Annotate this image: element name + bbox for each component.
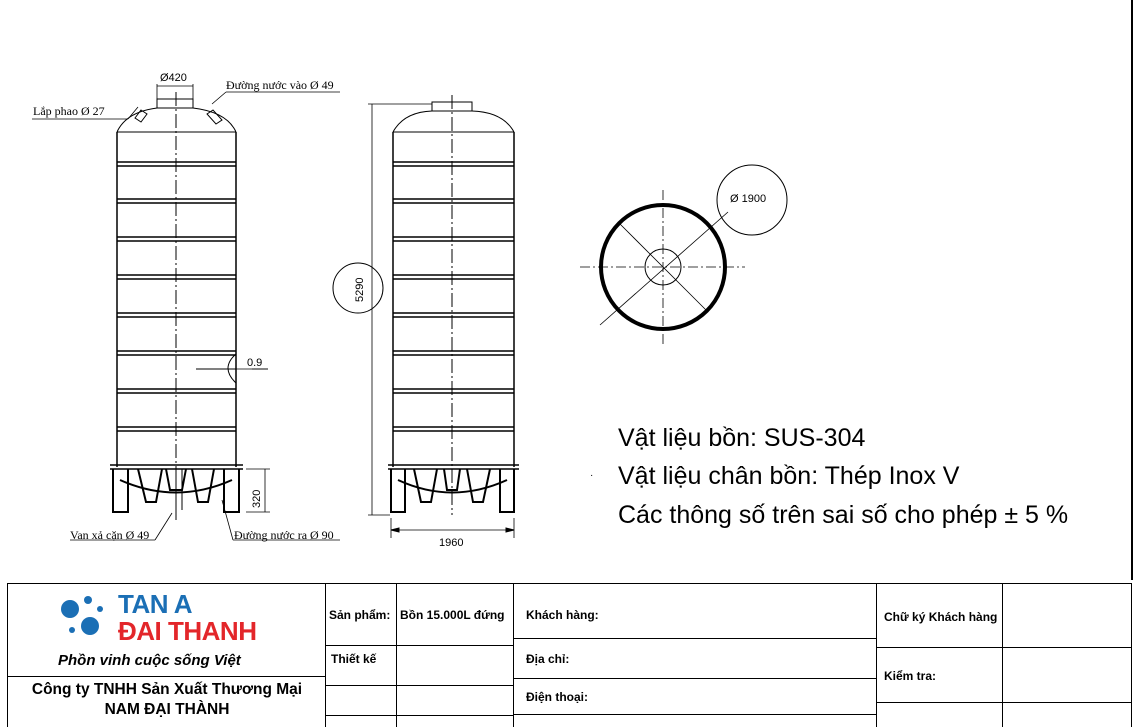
label-water-out: Đường nước ra Ø 90 <box>234 528 334 542</box>
empty-cell-4 <box>397 716 514 727</box>
check-cell <box>877 648 1003 703</box>
empty-cell-1 <box>326 686 397 716</box>
check-value-cell <box>1003 648 1132 703</box>
logo-cell <box>8 584 326 677</box>
middle-tank-elevation <box>388 95 519 515</box>
label-water-in: Đường nước vào Ø 49 <box>226 78 334 92</box>
signature-label: Chữ ký Khách hàng <box>884 610 998 624</box>
designer-label-cell <box>326 646 397 686</box>
empty-cell-2 <box>397 686 514 716</box>
company-name-line-1: Công ty TNHH Sản Xuất Thương Mại <box>31 681 303 698</box>
dim-top-diameter: Ø420 <box>160 72 187 84</box>
dim-base-width: 1960 <box>439 537 464 549</box>
product-value: Bồn 15.000L đứng <box>400 608 505 622</box>
designer-value-cell <box>397 646 514 686</box>
spec-tank-material: Vật liệu bồn: SUS-304 <box>618 424 866 452</box>
product-label-cell <box>326 584 397 646</box>
left-tank-elevation <box>110 92 243 520</box>
empty-cell-7 <box>1003 703 1132 727</box>
phone-cell <box>514 679 877 715</box>
label-float-valve: Lắp phao Ø 27 <box>33 104 105 118</box>
designer-label: Thiết kế <box>331 652 377 666</box>
product-value-cell <box>397 584 514 646</box>
customer-cell <box>514 584 877 639</box>
signature-cell <box>877 584 1003 648</box>
company-cell <box>8 677 326 727</box>
slogan: Phồn vinh cuộc sống Việt <box>58 652 241 669</box>
empty-cell-6 <box>877 703 1003 727</box>
dim-total-height: 5290 <box>354 277 366 302</box>
stray-mark: · <box>590 470 594 481</box>
company-logo-icon <box>56 592 116 642</box>
company-name-line-2: NAM ĐẠI THÀNH <box>104 701 230 718</box>
label-drain-valve: Van xả cặn Ø 49 <box>70 528 150 542</box>
check-label: Kiểm tra: <box>884 669 937 683</box>
dim-leg-height: 320 <box>251 489 263 508</box>
tank-plan-view <box>580 165 787 345</box>
logo-line-1: TAN A <box>118 589 193 619</box>
address-cell <box>514 639 877 679</box>
sheet-border <box>1131 0 1133 580</box>
address-label: Địa chỉ: <box>526 652 570 666</box>
dim-thickness: 0.9 <box>247 357 263 369</box>
signature-value-cell <box>1003 584 1132 648</box>
customer-label: Khách hàng: <box>526 608 599 622</box>
spec-leg-material: Vật liệu chân bồn: Thép Inox V <box>618 462 960 490</box>
title-block <box>7 583 1132 727</box>
empty-cell-5 <box>514 715 877 727</box>
phone-label: Điện thoại: <box>526 690 588 704</box>
empty-cell-3 <box>326 716 397 727</box>
logo-line-2: ĐAI THANH <box>118 616 257 646</box>
dim-tank-diameter: Ø 1900 <box>730 193 767 205</box>
product-label: Sản phẩm: <box>329 608 391 622</box>
spec-tolerance: Các thông số trên sai số cho phép ± 5 % <box>618 501 1069 529</box>
